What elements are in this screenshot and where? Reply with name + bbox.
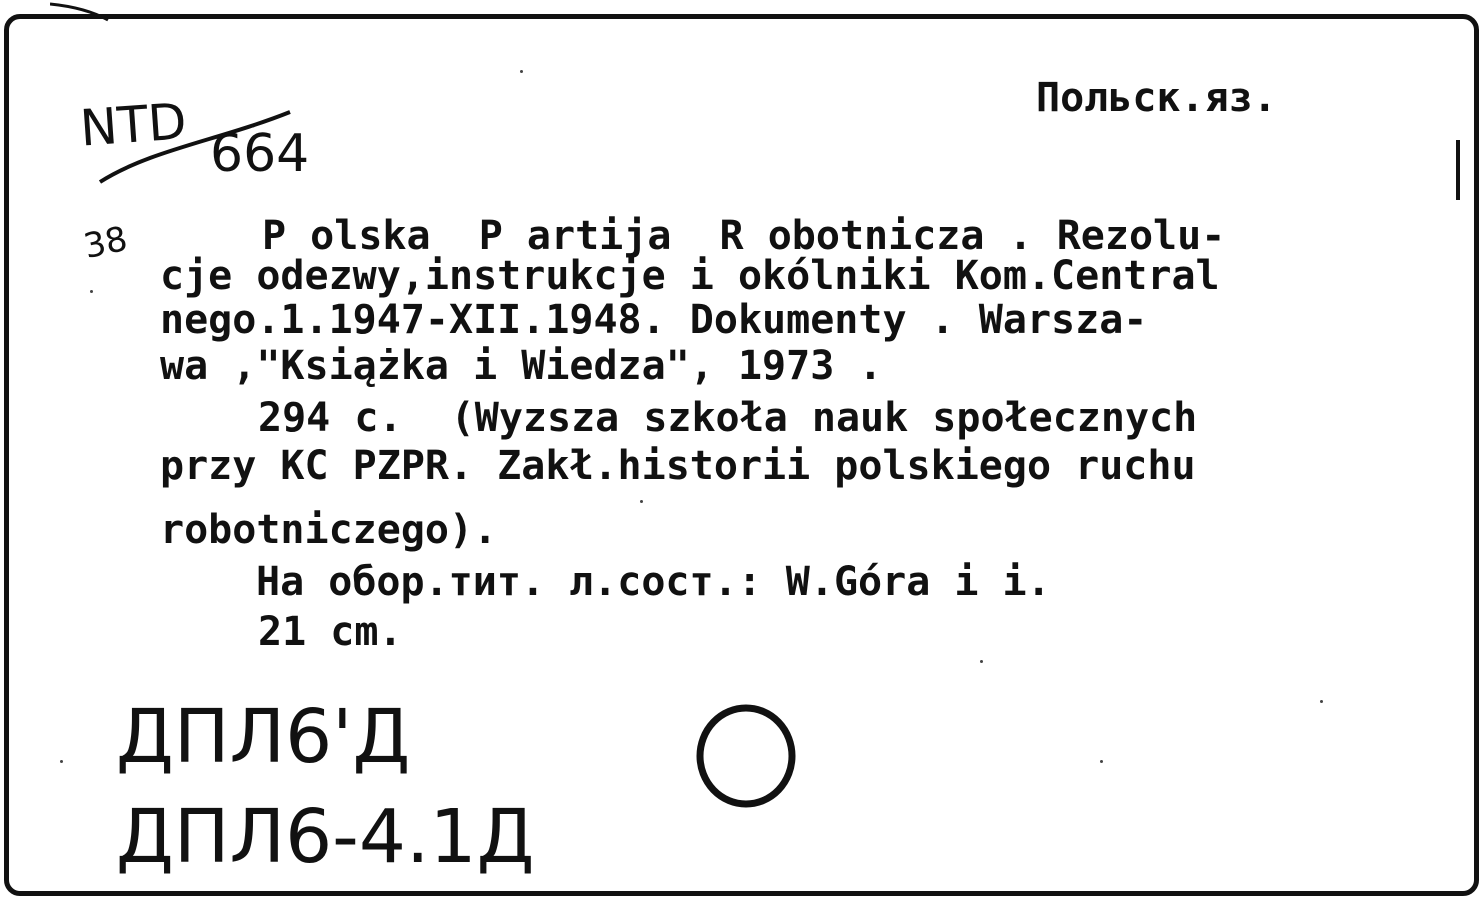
handwritten-number: 664 [210, 124, 310, 184]
speck [640, 500, 643, 503]
subject-label: Польск.яз. [1036, 75, 1277, 121]
speck [60, 760, 63, 763]
body-line-5: 294 c. (Wyzsza szkoła nauk społecznych [258, 395, 1198, 441]
speck [90, 290, 93, 293]
speck [520, 70, 523, 73]
shelf-mark-1: ДПЛ6'Д [116, 694, 411, 780]
margin-mark: 38 [80, 218, 131, 268]
body-line-6: przy KC PZPR. Zakł.historii polskiego ruchu [160, 443, 1196, 489]
body-line-7: robotniczego). [160, 507, 498, 553]
body-line-4: wa ,"Książka i Wiedza", 1973 . [160, 343, 883, 389]
body-line-3: nego.1.1947-XII.1948. Dokumenty . Warsza- [160, 297, 1148, 343]
speck [1320, 700, 1323, 703]
body-line-1: P olska P artija R obotnicza . Rezolu- [262, 213, 1226, 259]
strike-line [70, 90, 330, 200]
punch-hole [690, 700, 810, 820]
speck [1100, 760, 1103, 763]
handwritten-mark: NTD [78, 92, 189, 158]
card-edge-curl [50, 0, 110, 22]
speck [980, 660, 983, 663]
body-line-8: На обор.тит. л.сост.: W.Góra i i. [256, 559, 1051, 605]
shelf-mark-2: ДПЛ6-4.1Д [116, 794, 535, 880]
body-line-9: 21 cm. [258, 609, 403, 655]
edge-tick [1452, 140, 1464, 210]
body-line-2: cje odezwy,instrukcje i okólniki Kom.Central [160, 253, 1220, 299]
